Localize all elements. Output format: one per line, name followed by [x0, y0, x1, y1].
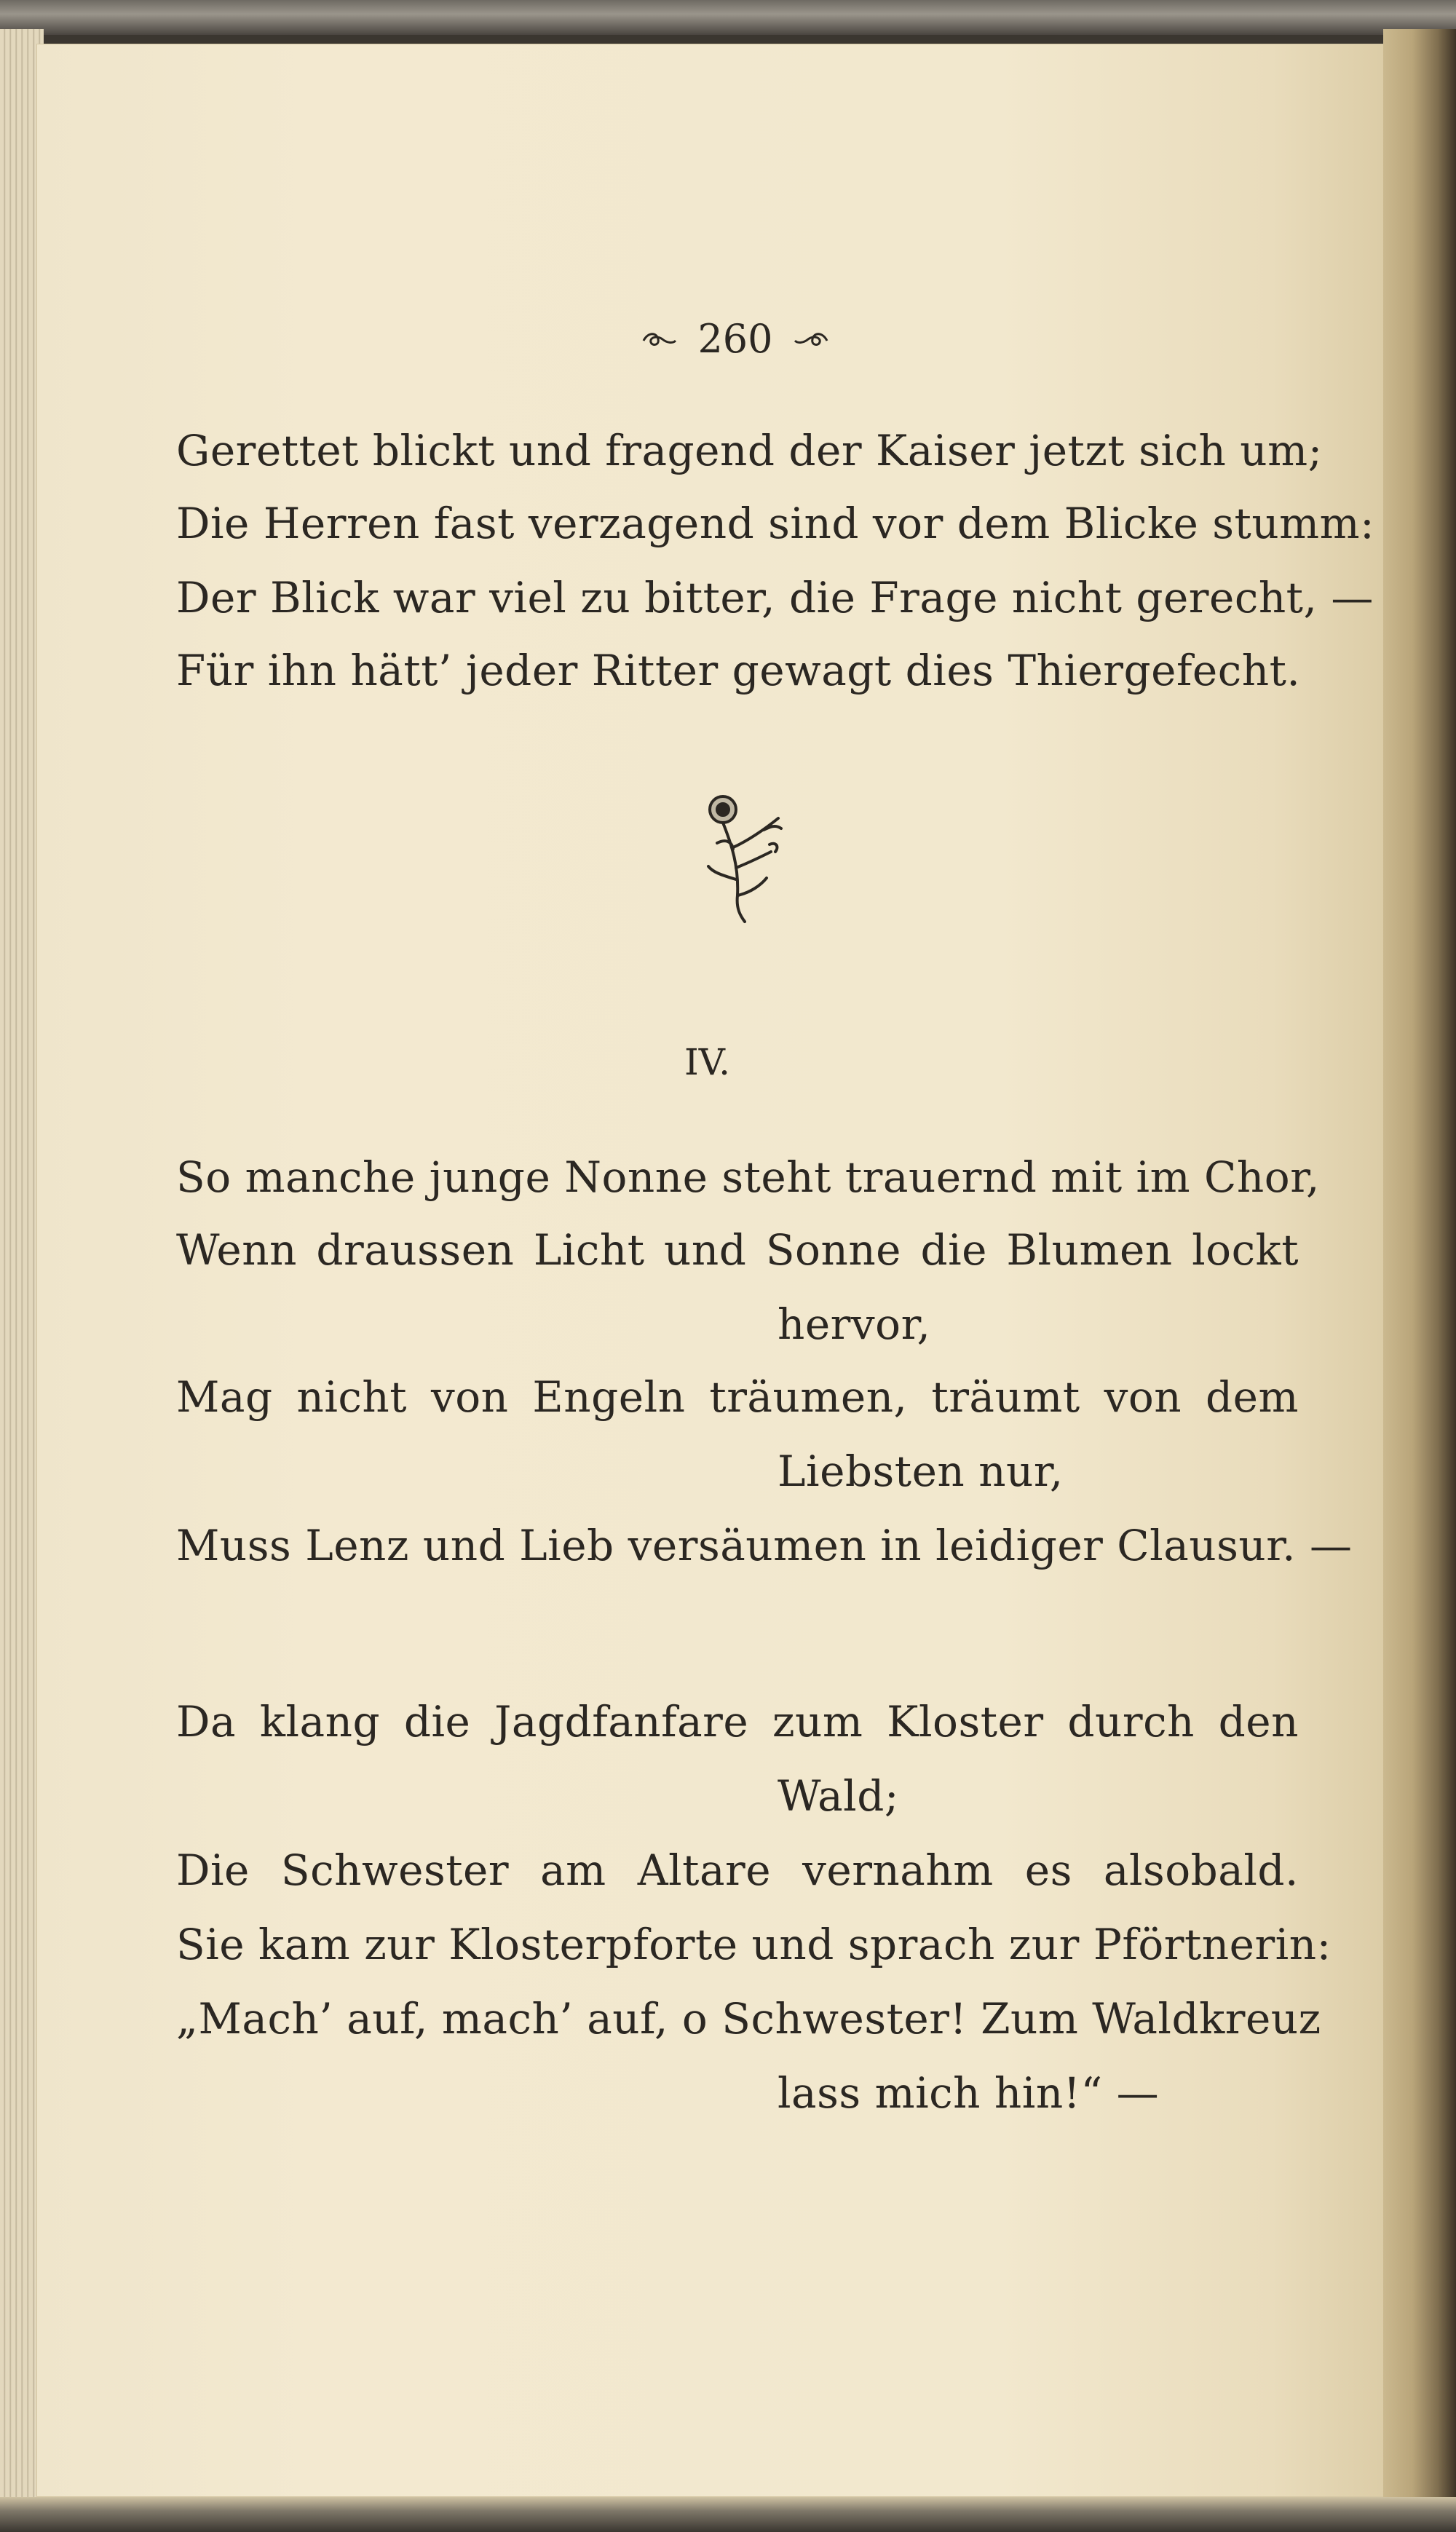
verse-line: So manche junge Nonne steht trauernd mit im Chor,	[176, 1152, 1320, 1202]
verse-line: Gerettet blickt und fragend der Kaiser jetzt sich um;	[176, 426, 1323, 475]
page-number: 260	[697, 315, 773, 362]
section-number: IV.	[684, 1041, 731, 1083]
verse-line: „Mach’ auf, mach’ auf, o Schwester! Zum Waldkreuz	[176, 1994, 1321, 2044]
verse-line-continuation: Liebsten nur,	[778, 1447, 1064, 1496]
right-ornament-icon	[792, 325, 830, 352]
verse-line: Die Herren fast verzagend sind vor dem Blicke stumm:	[176, 499, 1375, 548]
running-header	[597, 313, 874, 364]
verse-line: Da klang die Jagdfanfare zum Kloster durch den	[176, 1697, 1299, 1746]
page-curl-shadow	[1383, 29, 1456, 2504]
book-top-edge	[0, 0, 1456, 35]
verse-line-continuation: hervor,	[778, 1299, 931, 1349]
verse-line-continuation: Wald;	[778, 1771, 899, 1821]
verse-line: Mag nicht von Engeln träumen, träumt von dem	[176, 1372, 1299, 1422]
verse-line-continuation: lass mich hin!“ —	[778, 2068, 1160, 2118]
verse-line: Für ihn hätt’ jeder Ritter gewagt dies Thiergefecht.	[176, 646, 1301, 695]
verse-line: Die Schwester am Altare vernahm es alsobald.	[176, 1845, 1299, 1895]
verse-line: Wenn draussen Licht und Sonne die Blumen lockt	[176, 1225, 1299, 1275]
book-bottom-edge	[0, 2497, 1456, 2532]
verse-line: Muss Lenz und Lieb versäumen in leidiger Clausur. —	[176, 1521, 1353, 1570]
left-ornament-icon	[641, 325, 678, 352]
verse-line: Sie kam zur Klosterpforte und sprach zur Pförtnerin:	[176, 1920, 1332, 1969]
flower-ornament-icon	[688, 786, 804, 925]
verse-line: Der Blick war viel zu bitter, die Frage nicht gerecht, —	[176, 573, 1374, 622]
